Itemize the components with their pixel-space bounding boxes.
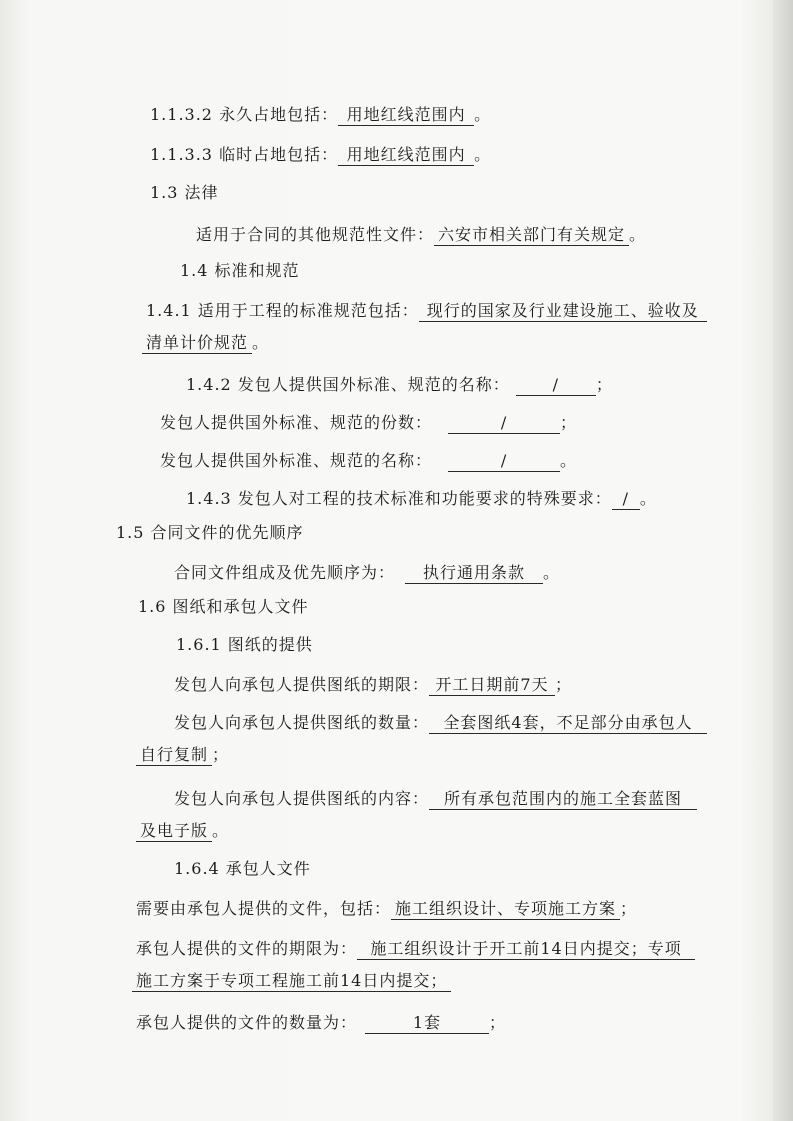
- clause-tail: ；: [212, 745, 230, 764]
- clause-law-documents: [196, 224, 646, 246]
- clause-tail: 。: [543, 563, 561, 582]
- section-heading-1-3: 1.3 法律: [150, 183, 219, 202]
- clause-contract-order: [174, 562, 560, 584]
- clause-label: 1.1.3.3 临时占地包括：: [150, 145, 339, 164]
- clause-label: 合同文件组成及优先顺序为：: [174, 563, 396, 582]
- filled-value: /: [516, 375, 596, 396]
- filled-value: 自行复制: [136, 745, 212, 766]
- filled-value: /: [448, 413, 560, 434]
- clause-tail: 。: [212, 821, 230, 840]
- clause-foreign-standard-names: [160, 450, 577, 472]
- clause-label: 1.4.1 适用于工程的标准规范包括：: [146, 301, 419, 320]
- clause-tail: 。: [639, 489, 657, 508]
- filled-value: 清单计价规范: [142, 333, 252, 354]
- filled-value: 所有承包范围内的施工全套蓝图: [429, 789, 697, 810]
- clause-contractor-document-deadline-continued: [132, 970, 451, 992]
- section-heading-1-4: 1.4 标准和规范: [180, 261, 300, 280]
- filled-value: /: [612, 489, 640, 510]
- section-heading-1-6: 1.6 图纸和承包人文件: [138, 597, 309, 616]
- clause-contractor-document-deadline: [136, 938, 695, 960]
- clause-label: 1.4.3 发包人对工程的技术标准和功能要求的特殊要求：: [186, 489, 612, 508]
- clause-tail: ；: [620, 899, 638, 918]
- clause-1-4-3: [186, 488, 657, 510]
- clause-label: 发包人向承包人提供图纸的数量：: [174, 713, 430, 732]
- clause-label: 承包人提供的文件的数量为：: [136, 1013, 358, 1032]
- filled-value: 施工方案于专项工程施工前14日内提交；: [132, 971, 451, 992]
- clause-label: 适用于合同的其他规范性文件：: [196, 225, 435, 244]
- clause-label: 发包人向承包人提供图纸的期限：: [174, 675, 430, 694]
- clause-label: 1.4.2 发包人提供国外标准、规范的名称：: [186, 375, 510, 394]
- clause-1-4-2: [186, 374, 613, 396]
- filled-value: 施工组织设计、专项施工方案: [391, 899, 620, 920]
- clause-tail: ；: [489, 1013, 507, 1032]
- filled-value: 施工组织设计于开工前14日内提交；专项: [357, 939, 695, 960]
- clause-tail: ；: [560, 413, 578, 432]
- clause-contractor-documents: [136, 898, 637, 920]
- section-heading-1-6-1: 1.6.1 图纸的提供: [176, 635, 313, 654]
- filled-value: 及电子版: [136, 821, 212, 842]
- filled-value: 开工日期前7天: [429, 675, 555, 696]
- clause-tail: ；: [595, 375, 613, 394]
- clause-contractor-document-quantity: [136, 1012, 506, 1034]
- clause-tail: ；: [555, 675, 573, 694]
- clause-1-4-1: [146, 300, 707, 322]
- section-heading-1-6-4: 1.6.4 承包人文件: [174, 859, 311, 878]
- clause-label: 需要由承包人提供的文件，包括：: [136, 899, 392, 918]
- clause-drawing-quantity: [174, 712, 707, 734]
- clause-tail: 。: [252, 333, 270, 352]
- filled-value: 现行的国家及行业建设施工、验收及: [419, 301, 707, 322]
- clause-1-1-3-2: [150, 104, 491, 126]
- clause-drawing-content: [174, 788, 697, 810]
- page-edge-shadow: [773, 0, 793, 1121]
- filled-value: /: [448, 451, 560, 472]
- clause-label: 1.1.3.2 永久占地包括：: [150, 105, 339, 124]
- filled-value: 用地红线范围内: [338, 145, 474, 166]
- section-heading-1-5: 1.5 合同文件的优先顺序: [116, 523, 304, 542]
- clause-tail: 。: [474, 145, 492, 164]
- filled-value: 执行通用条款: [405, 563, 543, 584]
- clause-1-1-3-3: [150, 144, 491, 166]
- clause-tail: 。: [629, 225, 647, 244]
- clause-label: 发包人提供国外标准、规范的份数：: [160, 413, 433, 432]
- clause-label: 承包人提供的文件的期限为：: [136, 939, 358, 958]
- filled-value: 六安市相关部门有关规定: [434, 225, 629, 246]
- clause-tail: 。: [560, 451, 578, 470]
- clause-1-4-1-continued: [142, 332, 269, 354]
- clause-foreign-standard-copies: [160, 412, 577, 434]
- clause-drawing-quantity-continued: [136, 744, 229, 766]
- clause-drawing-deadline: [174, 674, 572, 696]
- clause-drawing-content-continued: [136, 820, 229, 842]
- clause-tail: 。: [474, 105, 492, 124]
- filled-value: 1套: [365, 1013, 489, 1034]
- filled-value: 全套图纸4套，不足部分由承包人: [429, 713, 707, 734]
- clause-label: 发包人提供国外标准、规范的名称：: [160, 451, 433, 470]
- clause-label: 发包人向承包人提供图纸的内容：: [174, 789, 430, 808]
- filled-value: 用地红线范围内: [338, 105, 474, 126]
